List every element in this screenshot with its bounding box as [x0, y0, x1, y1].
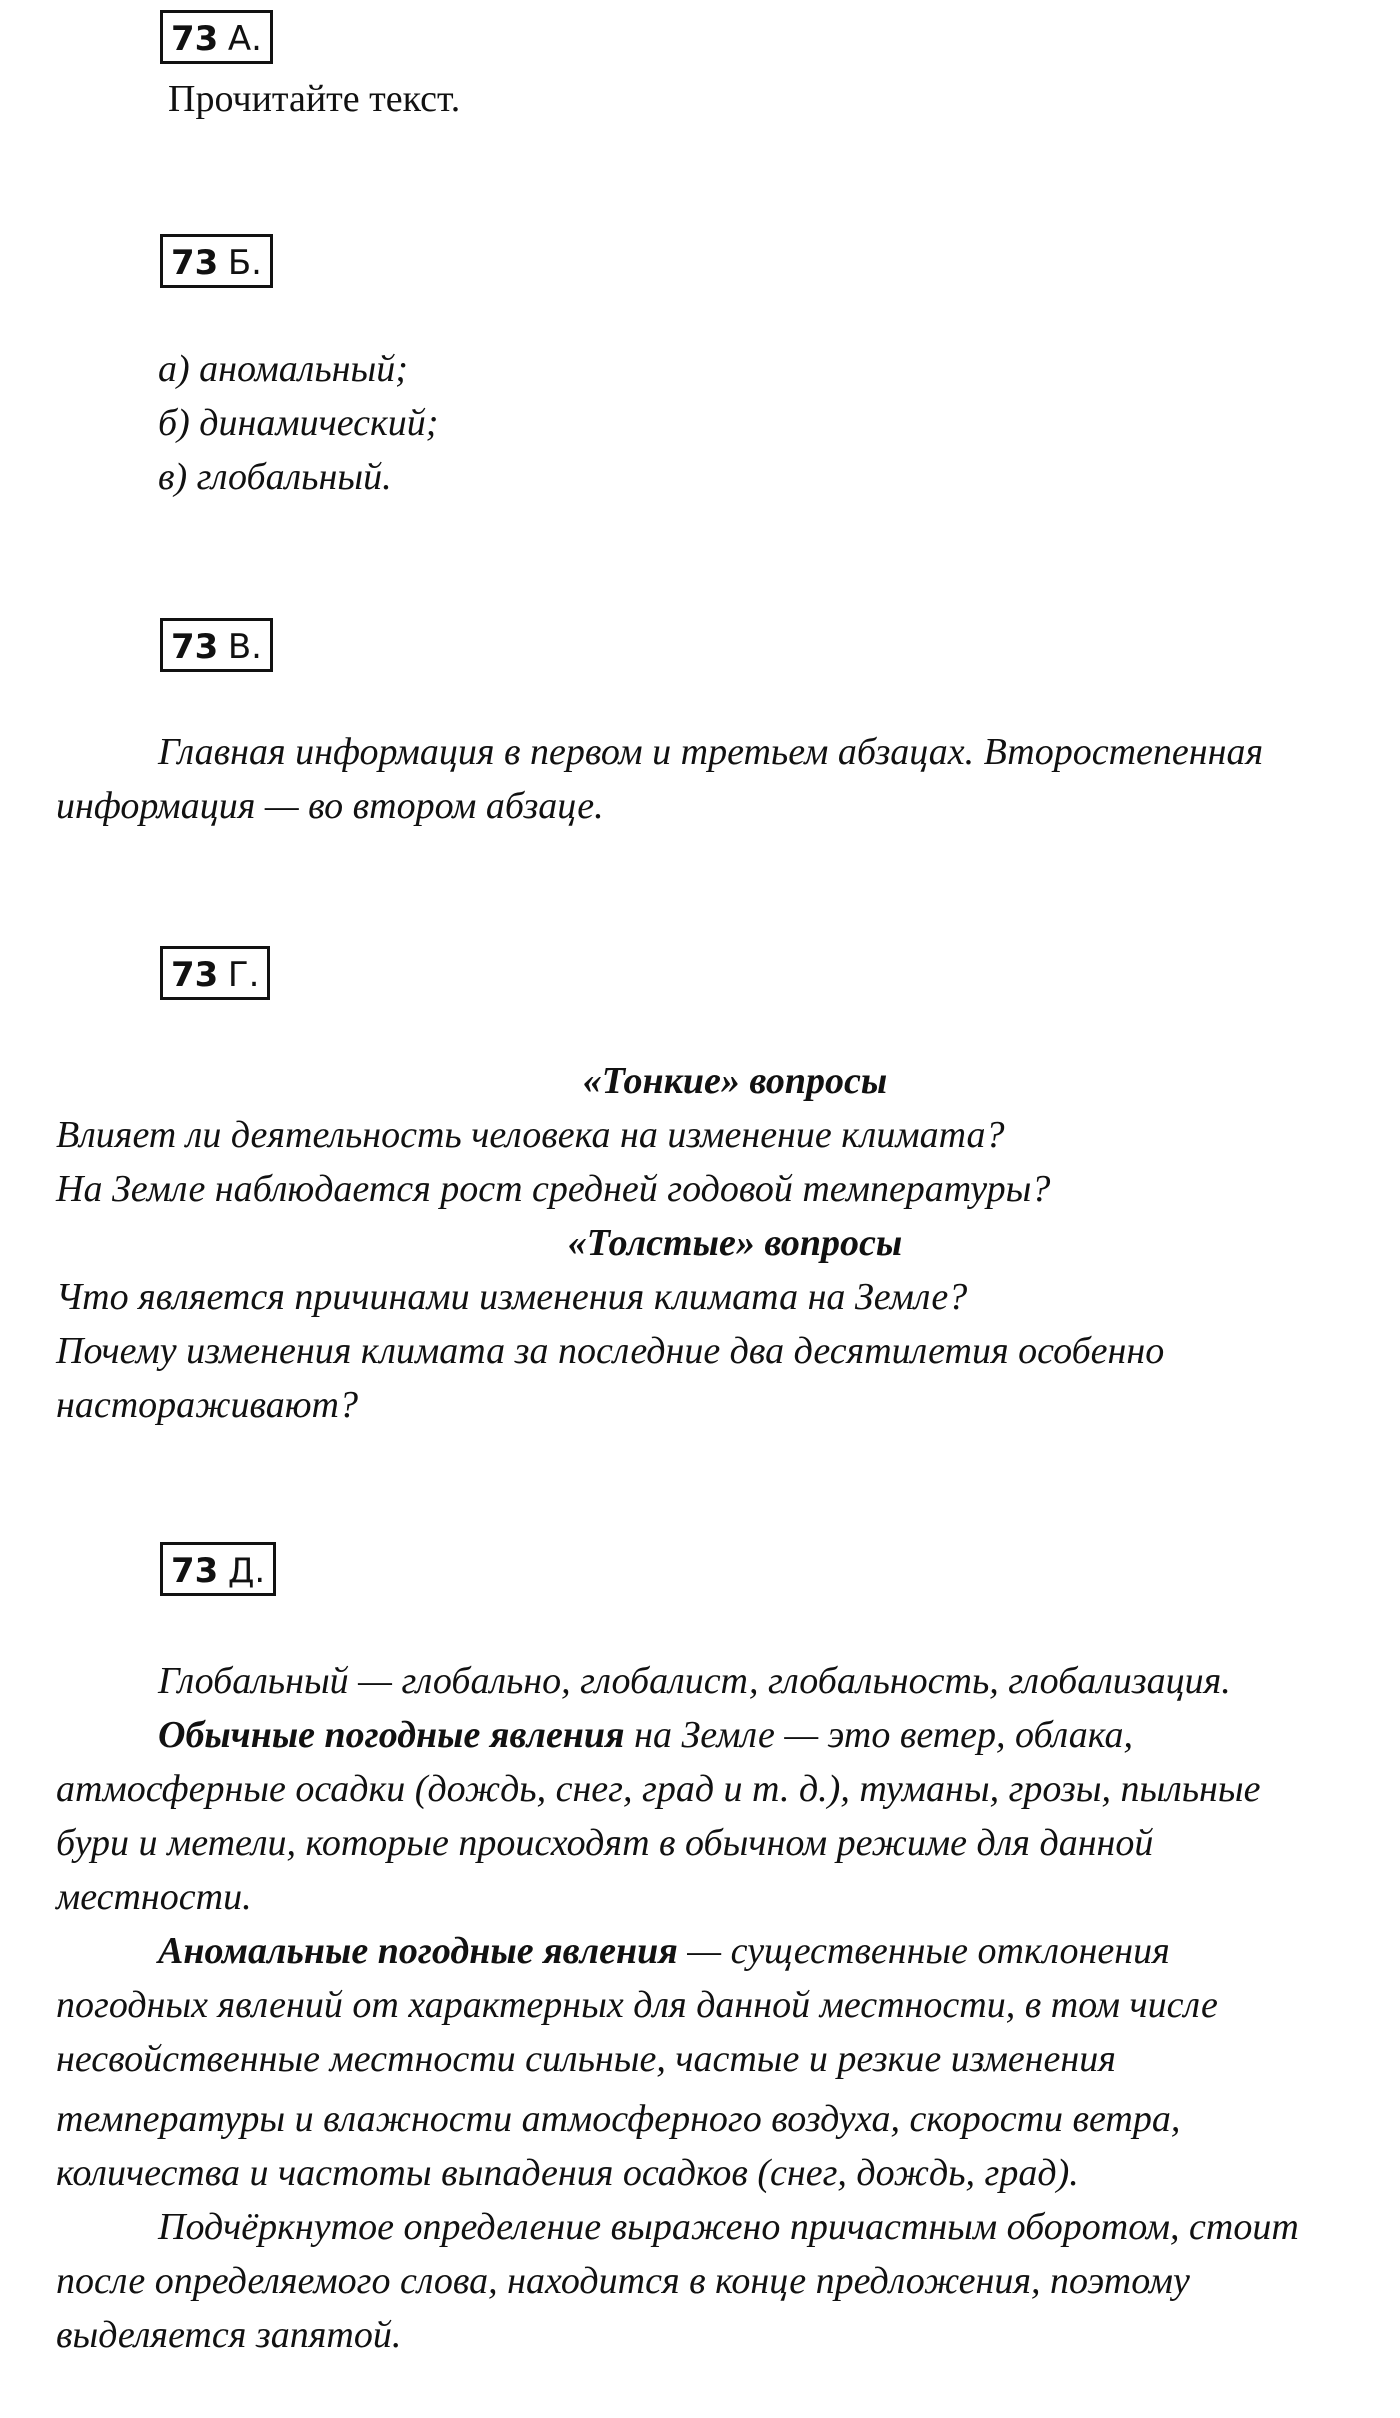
term-normal-weather: Обычные погодные явления	[158, 1714, 625, 1756]
exercise-label-73a	[160, 10, 273, 64]
exercise-number: 73	[171, 955, 219, 995]
answer-line: Главная информация в первом и третьем абзацах. Второстепенная	[158, 731, 1264, 773]
word-family-line: Глобальный — глобально, глобалист, глобальность, глобализация.	[158, 1660, 1231, 1702]
paragraph-line: бури и метели, которые происходят в обычном режиме для данной	[56, 1822, 1154, 1864]
paragraph-line: количества и частоты выпадения осадков (снег, дождь, град).	[56, 2152, 1079, 2194]
exercise-number: 73	[171, 1551, 219, 1591]
paragraph-line: Подчёркнутое определение выражено причастным оборотом, стоит	[158, 2206, 1299, 2248]
paragraph-line: после определяемого слова, находится в конце предложения, поэтому	[56, 2260, 1190, 2302]
exercise-number: 73	[171, 243, 219, 283]
thin-questions-heading: «Тонкие» вопросы	[582, 1060, 888, 1102]
thin-question: Влияет ли деятельность человека на изменение климата?	[56, 1114, 1005, 1156]
paragraph-line: выделяется запятой.	[56, 2314, 402, 2356]
answer-item: б) динамический;	[158, 402, 439, 444]
paragraph-normal-weather-first-line	[158, 1708, 1133, 1762]
answer-item: а) аномальный;	[158, 348, 408, 390]
exercise-letter: Г.	[227, 955, 260, 995]
thin-question: На Земле наблюдается рост средней годовой температуры?	[56, 1168, 1051, 1210]
thick-question: Почему изменения климата за последние два десятилетия особенно	[56, 1330, 1165, 1372]
definition-continuation: на Земле — это ветер, облака,	[624, 1714, 1134, 1756]
term-anomalous-weather: Аномальные погодные явления	[158, 1930, 678, 1972]
thick-question: Что является причинами изменения климата на Земле?	[56, 1276, 968, 1318]
exercise-letter: В.	[227, 627, 262, 667]
exercise-label-73v	[160, 618, 273, 672]
exercise-number: 73	[171, 19, 219, 59]
paragraph-line: атмосферные осадки (дождь, снег, град и т. д.), туманы, грозы, пыльные	[56, 1768, 1261, 1810]
instruction-text: Прочитайте текст.	[168, 78, 461, 120]
paragraph-anomalous-weather-first-line	[158, 1924, 1170, 1978]
exercise-number: 73	[171, 627, 219, 667]
thick-question: настораживают?	[56, 1384, 358, 1426]
definition-continuation: — существенные отклонения	[677, 1930, 1170, 1972]
thick-questions-heading: «Толстые» вопросы	[567, 1222, 903, 1264]
paragraph-line: температуры и влажности атмосферного воздуха, скорости ветра,	[56, 2098, 1181, 2140]
paragraph-line: погодных явлений от характерных для данной местности, в том числе	[56, 1984, 1218, 2026]
exercise-label-73b	[160, 234, 273, 288]
paragraph-line: местности.	[56, 1876, 252, 1918]
answer-line: информация — во втором абзаце.	[56, 785, 604, 827]
exercise-letter: А.	[227, 19, 262, 59]
paragraph-line: несвойственные местности сильные, частые и резкие изменения	[56, 2038, 1116, 2080]
exercise-label-73d	[160, 1542, 276, 1596]
exercise-label-73g	[160, 946, 270, 1000]
answer-item: в) глобальный.	[158, 456, 392, 498]
exercise-letter: Б.	[227, 243, 262, 283]
exercise-letter: Д.	[227, 1551, 266, 1591]
